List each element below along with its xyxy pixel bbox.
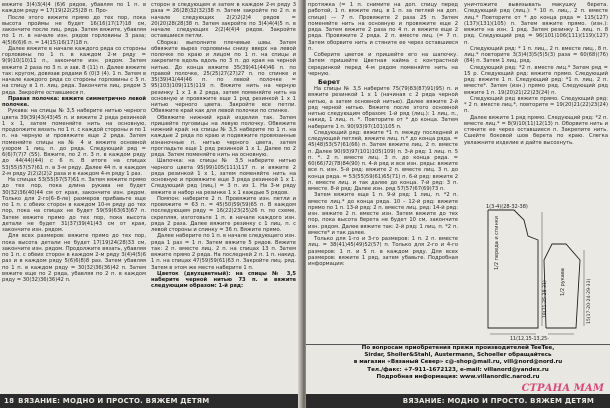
instruction-paragraph: На спицы № 3,5 наберите 75(79)83(87)91(95) п. и вяжите резинкой 1 х 1 (начиная с 2 ряда черной нитью, а затем основной нитью). Далее вяжите 2-й ряд черной нитью. Вяжите после этого основной нитью следующим образом: 1-й ряд (лиц.): 1 лиц. п., накид, 1 лиц. п. *. Повторите от * до конца. Затем наберите 1 п. 90(93)97(101)105 п. — [308, 86, 458, 130]
schematic-height-a: 18(21-25-28-31) — [543, 280, 548, 318]
instruction-paragraph: Для всех размеров: вяжите прямо до тех пор, пока высота детали не будет 17(19)24(28)33 см, закончите изн. рядом. Продолжите вязать, убавляя по 1 п. с обеих сторон в каждом 2-м ряду 3(4)4(5)6 раз и в каждом ряду 5(6)6(8)8 раз. Затем убавляя по 1 п. в каждом ряду = 30(32)36(36)42 п. Затем вяжите еще по 2 ряда, убавляя по 2 п. в каждом ряду = 30(32)36(36)42 п. — [2, 233, 146, 283]
left-page-footer — [0, 394, 302, 408]
instruction-paragraph: Следующий ряд: вяжите *1 п. между последней и следующей петлей, вяжите лиц. п.* до конца ряда. = 45(48)53(57)61(66) п. Затем вяжите лиц. 2 п. вместе п. Далее 90(93)97(101)105(109) п. 3-й ряд: 1 лиц. п. 5 п. *. 2 п. вместе лиц. 3 п. до конца ряда. = 60(66)72(78)84(90) п. 4-й ряд и все изн. ряды: вяжите все п. изн. 5-й ряд: вяжите 2 п. вместе лиц. 3 п. до конца ряда. = 53(55)59(61)65(71) п. 6-й ряд: вяжите 2 п. вместе лиц. и так далее до конца. 7-й ряд: 3 п. вместе. 8-й ряд: Далее изн. ряд 57(57)67(69)73 п. — [308, 129, 458, 192]
instruction-paragraph: Шапочка: на спицы № 3,5 наберите нитью черного цвета 95(99)105(111)117 п. и вяжите 2 ряда резинкой 1 х 1, затем поменяйте нить на основную и провяжите еще 3 ряда резинкой 1 х 1. Следующий ряд (лиц.) = 3 п. из 1. На 3-м ряду вяжите в набор на резинке 1 х 1 каждые 5 рядов. — [151, 158, 296, 196]
instruction-paragraph: уничтожите вывязывать макушку берета. Следующий ряд (лиц.): * 10 п. лиц., 2 п. вместе лиц.* Повторите от * до конца ряда = 115(127)(137)(131)(105) п. Затем вяжите прямо. (изн.): вяжите на изн. 1 ряд. Затем резинку 1 лиц. п. 8 ряд. Следующий ряд = 96(101)106(111)(119)(127) п. — [464, 2, 608, 46]
advert-line: Sirdar, Sholler&Stahl, Austermann, Schoeller обращайтесь — [364, 352, 552, 359]
advert-line: Тел./факс: +7-911-1672123, e-mail: villanord@yandex.ru — [367, 366, 549, 373]
advert-line: Подробная информация: www.villanordic.narod.ru — [376, 373, 540, 380]
left-page-column-1 — [2, 2, 146, 283]
right-page — [306, 0, 610, 408]
instruction-paragraph: Обвяжите нижний край изделия так. Затем пришейте пуговицы на левую полочку. Обвяжите нижний край: на спицы № 3,5 наберите по 1 п. на каждые 2 ряда по краю и подвяжите провязанные изнаночные п. нитью черного цвета, затем прогладьте еще 1 ряд резинкой 1 х 1. Далее по 2 ряда. Затем поменяйте нить на основную. — [151, 114, 296, 158]
instruction-paragraph: Следующий ряд: *2 п. вместе лиц.* Затем ряд = 15 р. Следующий ряд: вяжите прямо. Следующий ряд: вяжите 1 п. Следующий ряд: *1 п. лиц. 2 п. вместе*. Затем (изн.) прямо ряд. Следующий ряд вяжите 1 п. 19(20)21(22)23(24) п. — [464, 64, 608, 96]
instruction-paragraph: Следующий ряд вяжите прямо. Следующий ряд: * 2 п. вместе лиц.*, повторите = 19(20)21(22)23(24) п. — [464, 95, 608, 115]
instruction-paragraph: Цветок (двухцветный): на спицы № 3,5 наберите черной нитью 73 п. и вяжите следующим образом: 1-й ряд: — [151, 270, 296, 290]
schematic-top-dim: 1(3-4)(28-32-38) — [486, 204, 528, 210]
right-page-column-2 — [464, 2, 608, 192]
pattern-schematic — [480, 200, 608, 342]
instruction-paragraph: Далее вяжите в начале каждого ряда со стороны горловины по 1 п. в каждом 2-м ряду = 9(9)10(10)11 п., закончите изн. рядом. Затем вяжите 2 раза по 3 п. и зав. 8 (11) п. Далее вяжите так: кругом, довязав рядами 6 (0)3 (4). 1 п. Затем в начале каждого ряда со стороны горловины с 5 п. на спицу в 1 п. лиц. ряда. Закончите лиц. рядом 3 ряда. Закройте оставшиеся п. — [2, 45, 146, 96]
instruction-paragraph: Далее наберите по 1 п. в начале следующего изн. ряда 1 раз = 1 п. Затем вяжите 5 рядов. Вяжите так: 2 п. вместе лиц. 2 п. на спицах 13 п. Затем вяжите прямо 2 ряда. На последней 2 п. 1 п. накид. 1 п. на спицах 47(59)59(61)63 п. Закройте лиц. ряд. Затем в этом же месте наберите 1 п. — [151, 233, 296, 271]
instruction-paragraph: Помпон: наберите 2 п. Провяжите изн. петли и провяжите = 63 п. = 45(50)59(59)65 п. В каждом последующем ряду = 16(22)23(25)26 п. по схеме, скрепляя, изготовьте 1 п. в начале каждого изн. ряда 2 раза. Далее вяжите резинку с 1 лиц. п. с левой стороны и спинку = 36 п. Вяжите прямо. — [151, 195, 296, 233]
instruction-paragraph: Рукава: на спицы № 3,5 наберите нитью черного цвета 39(39)43(43)45 п. и вяжите 2 ряда резинкой 1 х 1, затем поменяйте нить на основную, продолжите вязать по 1 п. с каждой стороны и по 1 п. на черную и провяжите еще 2 ряда. Затем поменяйте спицы на № 4 и вяжите основной узором 1 лиц. п. до ряда. Следующий ряд = 6(6)7(7)7 (55). Вяжите, по 2 п. 3 п. в каждом ряду до 44(44)(44) с 6 п. В итоге на спицах 53(55)57(57)61 п. в 3-м ряду. Далее 44 п. в каждом 2-м ряду 2(2)2(2)2 раза и в каждом 4-м ряду 1 раз. — [2, 108, 146, 177]
page-number: 18 — [4, 397, 15, 405]
magazine-title-right: ВЯЗАНИЕ: МОДНО И ПРОСТО. ВЯЖЕМ ДЕТЯМ — [402, 397, 594, 405]
schematic-piece-label: 1/2 переда и спинки — [494, 216, 500, 270]
right-page-column-1 — [308, 2, 458, 267]
instruction-paragraph: Правая полочка: вяжите симметрично левой полочке. — [2, 95, 146, 108]
instruction-paragraph: Следующий ряд: * 1 п. лиц., 2 п. вместе лиц., 8 п. лиц.* повторите 3(3)4(3)5(5)5(3) раза = 60(68)(76)(84) п. Затем 1 лиц. ряд. — [464, 45, 608, 65]
section-heading: Берет — [318, 78, 340, 86]
instruction-paragraph: Далее вяжите 1 ряд прямо. Следующий ряд: *2 п. вместе лиц.* = 8(9)10(11)12(13) п. Оборвите нить и стяните ее через оставшиеся п. Закрепите нить. Сшейте боковой шов берета по краю. Слегка увлажните изделие и дайте высохнуть. — [464, 114, 608, 146]
instruction-paragraph: После этого вяжите прямо до тех пор, пока высота проймы не будет 16(16)17(17)18 см, закончите после лиц. ряда. Затем вяжите, убавляя по 1 п. в начале изн. рядов горловины 3 раза; 4(5)6(6)6 п. = 14(15)16(17)18 п. — [2, 14, 146, 46]
left-page — [0, 0, 302, 408]
instruction-paragraph: Соберите цветок и пришейте его на шапочку. Затем пришейте Цветная кайма с контрастной серединкой перед 4-м рядом поменяйте нить на черную. — [308, 52, 458, 77]
schematic-drawing — [480, 200, 608, 342]
instruction-paragraph: сторон в следующем и затем в каждом 2-м ряду 3 раза = 26(28)32(32)38 п. Затем закройте по 2 п. в начале следующих 2(2)2(2)4 рядов = 20(20)28(28)38 п. Затем закройте по 3(4)4(4)5 п. в начале следующих 2(2)4(4)4 рядов. Закройте оставшиеся петли. — [151, 2, 296, 40]
instruction-paragraph: На спицах 53(55)57(57)61 п. Затем вяжите прямо до тех пор, пока длина рукава не будет 30(32)36(40)44 см от края, закончите изн. рядом. Только для 2-го(6–8-ле) размеров прибавьте еще по 1 п. с обеих сторон в каждом 10-м ряду до тех пор, пока на спицах не будет 59(59)63(63)67 п. Затем вяжите прямо до тех пор, пока высота детали не будет 31(37)39(41)43 см от края, закончите изн. рядом. — [2, 177, 146, 233]
schematic-bottom-left: 11(12,15-13,25- — [510, 337, 549, 342]
instruction-paragraph: протяжка (= 1 п. снимите на доп. спицу перед работой, 1 п. вяжите лиц. в 1 п. за петлей на доп. спице) — 7 п. Провяжите 2 раза 25 п. Затем поменяйте нить на основную и провяжите еще 2 ряда. Затем вяжите 2 раза по 4 п. и вяжите еще 2 ряда. Провяжите 2 ряда. 2 п. вместе лиц. (= 7 п. Затем оборвите нить и стяните ее через оставшиеся п. — [308, 2, 458, 52]
right-page-footer — [306, 394, 610, 408]
advert-line: в магазин «Вязаный Север» с@-shop@mail.ru, vill@nord@nord.ru — [353, 359, 563, 366]
instruction-paragraph: Затем вяжите еще 1 п. 9-й ряд: 1 лиц. п. *2 п. вместе лиц.* до конца ряда. 10 – 12-й ряд: вяжите прямо по 1 п. 13-й ряд: 2 п. вместе лиц. ряд: 14-й ряд: изн. вяжите 2 п. вместе изн. Затем вяжите до тех пор, пока высота берета не будет 10 см, закончите изн. рядом. Далее вяжите так: 2-й ряд: 1 лиц. п. *2 п. вместе* и так далее. — [308, 192, 458, 236]
advert-line: По вопросам приобретения пряжи производителей TeeTee, — [361, 345, 555, 351]
site-watermark: СТРАНА МАМ — [521, 383, 604, 394]
schematic-sleeve-label: 1/2 рукава — [560, 268, 566, 296]
instruction-paragraph: вяжите 3(4)3(4)4 (6)6 рядов, убавляя по 1 п. в каждом ряду = 17(19)22(25)28 п. Про- — [2, 2, 146, 15]
magazine-title-left: ВЯЗАНИЕ: МОДНО И ПРОСТО. ВЯЖЕМ ДЕТЯМ — [18, 397, 210, 405]
left-page-column-2 — [151, 2, 296, 290]
instruction-paragraph: Сборка: выполните плечевые швы. Затем обвяжите вырез горловины снизу вверх на левой полочке по краю и лицом по 1 п. на спицы и закрепите вдоль вдоль по 3 п. до края на черной нитью. До конца вяжите 35(39)41(44)46 п. по правой полочке, 25(25)27(27)27 п. по спинке и 35(39)41(44)46 п. по левой полочке = 95(103)109(115)119 п. Вяжите нить на черную резинку 1 х 1 в 2 ряда, затем поменяйте нить на основную и провяжите еще 1 ряд резинкой 1 х 1 нитью черного цвета. Закройте все петли. Обвяжите край как для левой полочки по спинке. — [151, 39, 296, 115]
instruction-paragraph: Только для 1-го и 3-го размеров: 1 п. 2 п. вместе лиц. = 38(41)45(49)52(57) п. Только для 2-го и 4-го размеров: 1 п. и 5 п. в каждом ряду. Для всех размеров: вяжите 1 ряд, затем убавьте. Подробная информация: — [308, 236, 458, 267]
schematic-height-b: 15(17-20-24-29-33) — [587, 278, 592, 324]
